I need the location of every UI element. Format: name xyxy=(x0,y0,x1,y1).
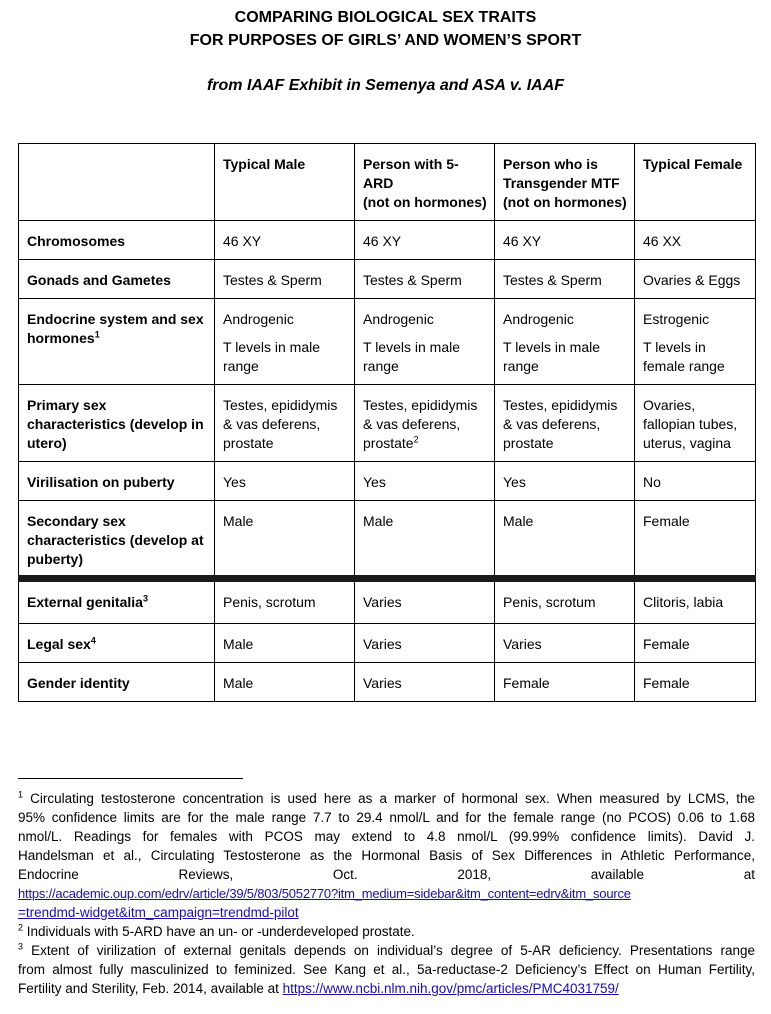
cell: 46 XY xyxy=(355,221,495,260)
footnote-1-line: $^1$ Circulating testosterone concentration is used here as a marker of hormonal sex. When measured by LCMS, the xyxy=(18,789,755,806)
cell: Male xyxy=(215,624,355,663)
footnote-1-url xyxy=(18,903,755,922)
col-header-5ard: Person with 5-ARD (not on hormones) xyxy=(355,144,495,221)
footnote-3-line: from almost fully masculinized to feminized. See Kang et al., 5a-reductase-2 Deficiency’s Effect on Human Fertility, xyxy=(18,962,755,977)
cell: Male xyxy=(215,663,355,702)
table-row xyxy=(19,501,756,579)
footnote-1-line: 95% confidence limits are for the male range 7.7 to 29.4 nmol/L and for the female range (no PCOS) 0.06 to 1.68 xyxy=(18,810,755,825)
row-label: Chromosomes xyxy=(19,221,215,260)
col-header-female: Typical Female xyxy=(635,144,756,221)
cell: Varies xyxy=(355,624,495,663)
cell: Varies xyxy=(355,579,495,624)
cell: 46 XY xyxy=(215,221,355,260)
cell: Male xyxy=(215,501,355,579)
cell: Testes & Sperm xyxy=(215,260,355,299)
cell: Female xyxy=(495,663,635,702)
footnote-3-link[interactable]: https://www.ncbi.nlm.nih.gov/pmc/articles/PMC4031759/ xyxy=(282,981,619,996)
cell: Penis, scrotum xyxy=(215,579,355,624)
cell: Yes xyxy=(215,462,355,501)
cell: Androgenic T levels in male range xyxy=(355,299,495,385)
comparison-table xyxy=(18,143,756,702)
row-label: Secondary sex characteristics (develop at puberty) xyxy=(19,501,215,579)
cell: No xyxy=(635,462,756,501)
cell: Varies xyxy=(355,663,495,702)
cell: Varies xyxy=(495,624,635,663)
table-row xyxy=(19,624,756,663)
cell: Penis, scrotum xyxy=(495,579,635,624)
cell: Male xyxy=(495,501,635,579)
cell: Testes & Sperm xyxy=(355,260,495,299)
footnote-1-line: Endocrine Reviews, Oct. 2018, available at xyxy=(18,867,755,882)
row-label: Virilisation on puberty xyxy=(19,462,215,501)
footnote-1-link-cont[interactable]: =trendmd-widget&itm_campaign=trendmd-pilot xyxy=(18,905,299,920)
footnote-3-line: $^3$ Extent of virilization of external genitals depends on individual’s degree of 5-AR deficiency. Presentations range xyxy=(18,941,755,958)
footnote-separator xyxy=(18,778,243,779)
table-row xyxy=(19,579,756,624)
header-row xyxy=(19,144,756,221)
title-line-1: COMPARING BIOLOGICAL SEX TRAITS xyxy=(234,9,537,26)
cell: Testes, epididymis & vas deferens, prostate xyxy=(495,385,635,462)
table-row xyxy=(19,221,756,260)
cell: Clitoris, labia xyxy=(635,579,756,624)
cell: Androgenic T levels in male range xyxy=(495,299,635,385)
footnote-1-url xyxy=(18,884,755,903)
col-header-male: Typical Male xyxy=(215,144,355,221)
cell: Male xyxy=(355,501,495,579)
cell: Female xyxy=(635,501,756,579)
cell: Female xyxy=(635,624,756,663)
cell: Yes xyxy=(495,462,635,501)
footnote-3-line: Fertility and Sterility, Feb. 2014, available at https://www.ncbi.nlm.nih.gov/pmc/articles/PMC4031759/ xyxy=(18,981,619,996)
footnote-1-line: Handelsman et al., Circulating Testosterone as the Hormonal Basis of Sex Differences in Athletic Performance, xyxy=(18,848,755,863)
header-blank xyxy=(19,144,215,221)
footnote-1-link[interactable]: https://academic.oup.com/edrv/article/39/5/803/5052770?itm_medium=sidebar&itm_content=edrv&itm_source xyxy=(18,886,631,901)
cell: Testes, epididymis & vas deferens, prostate$^2$ xyxy=(355,385,495,462)
row-label: Gonads and Gametes xyxy=(19,260,215,299)
cell: Testes & Sperm xyxy=(495,260,635,299)
row-label: Gender identity xyxy=(19,663,215,702)
table-row xyxy=(19,260,756,299)
cell: Androgenic T levels in male range xyxy=(215,299,355,385)
row-label: Endocrine system and sex hormones$^1$ xyxy=(19,299,215,385)
cell: Estrogenic T levels in female range xyxy=(635,299,756,385)
table-row xyxy=(19,663,756,702)
cell: Testes, epididymis & vas deferens, prostate xyxy=(215,385,355,462)
table-row xyxy=(19,462,756,501)
title-line-2: FOR PURPOSES OF GIRLS’ AND WOMEN’S SPORT xyxy=(189,32,582,49)
table-row xyxy=(19,299,756,385)
subtitle: from IAAF Exhibit in Semenya and ASA v. IAAF xyxy=(206,77,565,94)
row-label: Primary sex characteristics (develop in utero) xyxy=(19,385,215,462)
cell: Female xyxy=(635,663,756,702)
row-label: External genitalia$^3$ xyxy=(19,579,215,624)
table-row xyxy=(19,385,756,462)
row-label: Legal sex$^4$ xyxy=(19,624,215,663)
cell: Ovaries & Eggs xyxy=(635,260,756,299)
footnote-2: $^2$ Individuals with 5-ARD have an un- or -underdeveloped prostate. xyxy=(18,922,415,939)
cell: Ovaries, fallopian tubes, uterus, vagina xyxy=(635,385,756,462)
footnote-1-line: nmol/L. Readings for females with PCOS may extend to 4.8 nmol/L (99.99% confidence limits). David J. xyxy=(18,829,755,844)
col-header-transgender: Person who is Transgender MTF (not on hormones) xyxy=(495,144,635,221)
cell: 46 XY xyxy=(495,221,635,260)
cell: Yes xyxy=(355,462,495,501)
cell: 46 XX xyxy=(635,221,756,260)
